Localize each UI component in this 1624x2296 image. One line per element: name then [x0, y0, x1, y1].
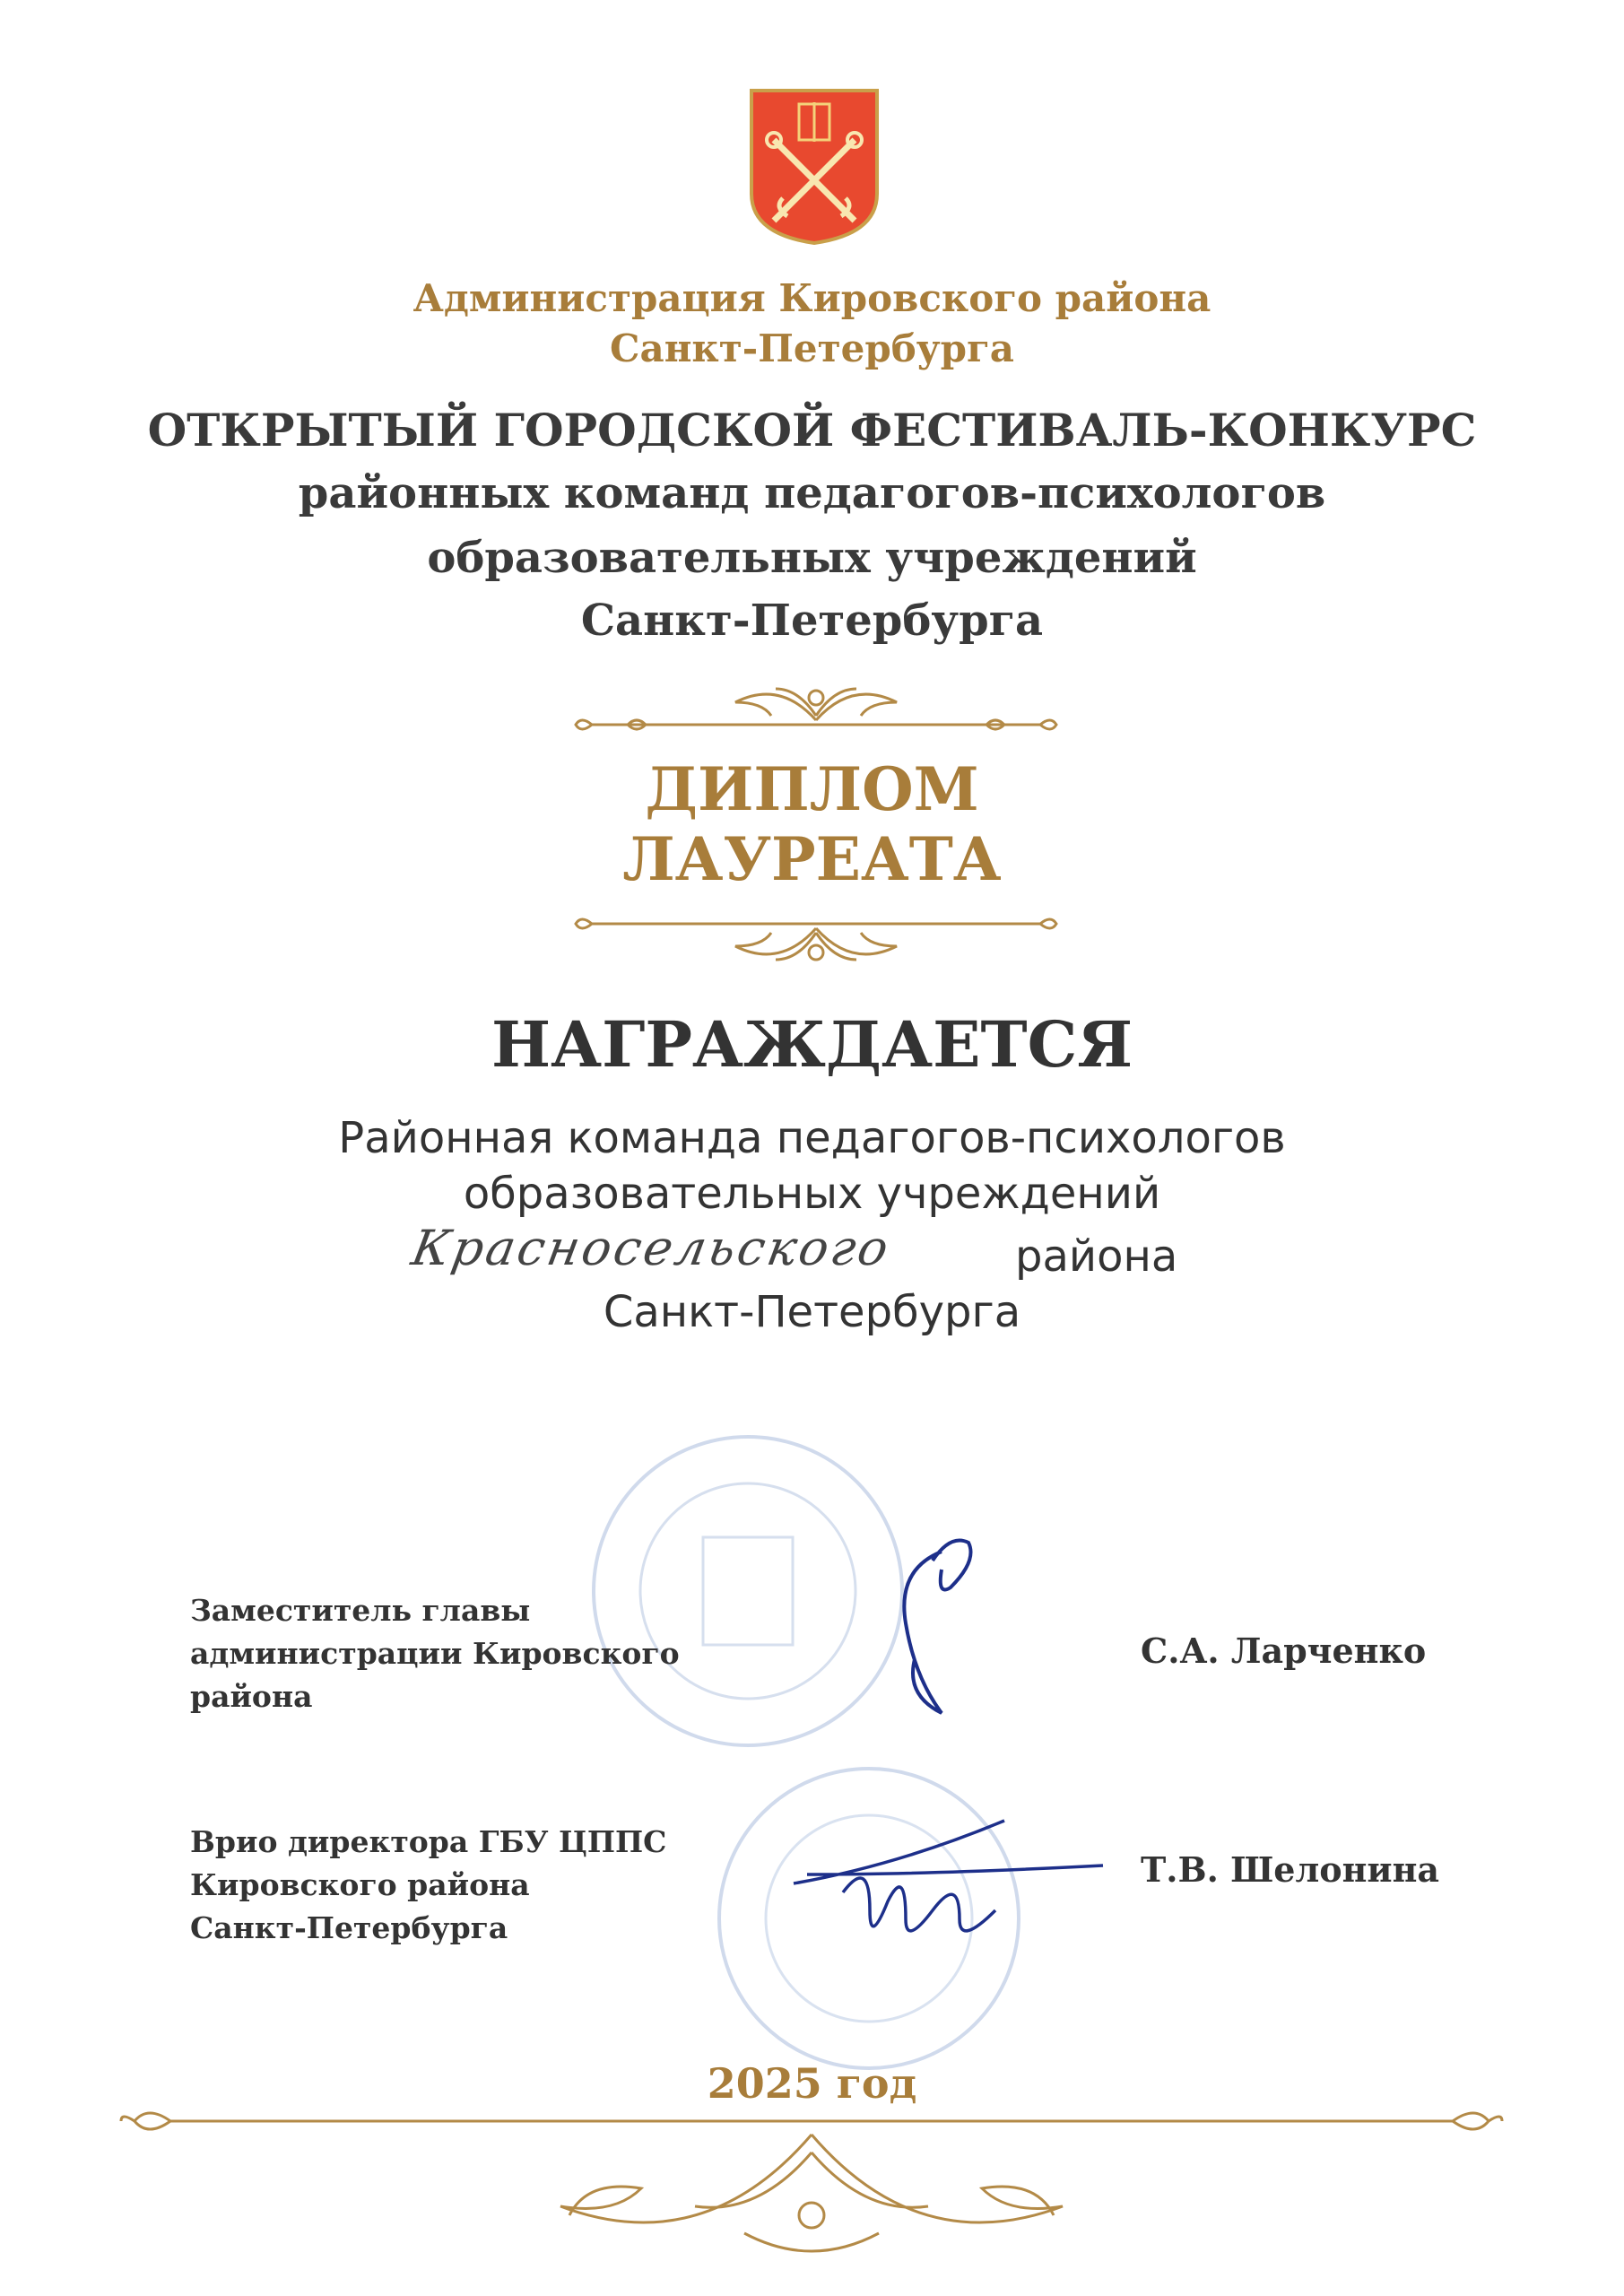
administration-city: Санкт-Петербурга — [610, 326, 1014, 370]
diploma-subtitle: ЛАУРЕАТА — [622, 824, 1002, 894]
signatory-1-name: С.А. Ларченко — [1141, 1631, 1427, 1671]
ornament-top-icon — [574, 671, 1058, 752]
recipient-line1: Районная команда педагогов-психологов — [338, 1113, 1286, 1163]
festival-subtitle-line1: районных команд педагогов-психологов — [298, 468, 1326, 518]
awarded-heading: НАГРАЖДАЕТСЯ — [491, 1007, 1133, 1082]
signatory-2-title-line1: Врио директора ГБУ ЦППС — [190, 1824, 667, 1859]
diploma-title: ДИПЛОМ — [645, 754, 979, 824]
signature-2-icon — [789, 1803, 1112, 1964]
signatory-1-title-line3: района — [190, 1679, 313, 1714]
ornament-bottom-icon — [117, 2099, 1507, 2278]
signatory-2-title-line3: Санкт-Петербурга — [190, 1910, 508, 1945]
document-year: 2025 год — [707, 2059, 917, 2108]
recipient-line3-suffix: района — [1015, 1231, 1178, 1282]
city-coat-of-arms-icon — [747, 86, 881, 248]
signature-1-icon — [879, 1525, 1004, 1758]
stamp-emblem-icon — [595, 1439, 900, 1744]
festival-subtitle-line3: Санкт-Петербурга — [580, 596, 1044, 646]
signatory-1-title-line2: администрации Кировского — [190, 1636, 680, 1671]
ornament-middle-icon — [574, 897, 1058, 978]
official-stamp-1 — [592, 1435, 904, 1747]
signatory-2-name: Т.В. Шелонина — [1141, 1849, 1440, 1890]
recipient-line2: образовательных учреждений — [463, 1169, 1161, 1219]
recipient-line4: Санкт-Петербурга — [603, 1287, 1021, 1337]
signatory-1-title-line1: Заместитель главы — [190, 1593, 531, 1628]
administration-name: Администрация Кировского района — [413, 276, 1211, 320]
festival-title: ОТКРЫТЫЙ ГОРОДСКОЙ ФЕСТИВАЛЬ-КОНКУРС — [147, 404, 1477, 457]
signatory-2-title-line2: Кировского района — [190, 1867, 530, 1902]
festival-subtitle-line2: образовательных учреждений — [427, 533, 1197, 583]
handwritten-district: Красносельского — [407, 1220, 896, 1276]
